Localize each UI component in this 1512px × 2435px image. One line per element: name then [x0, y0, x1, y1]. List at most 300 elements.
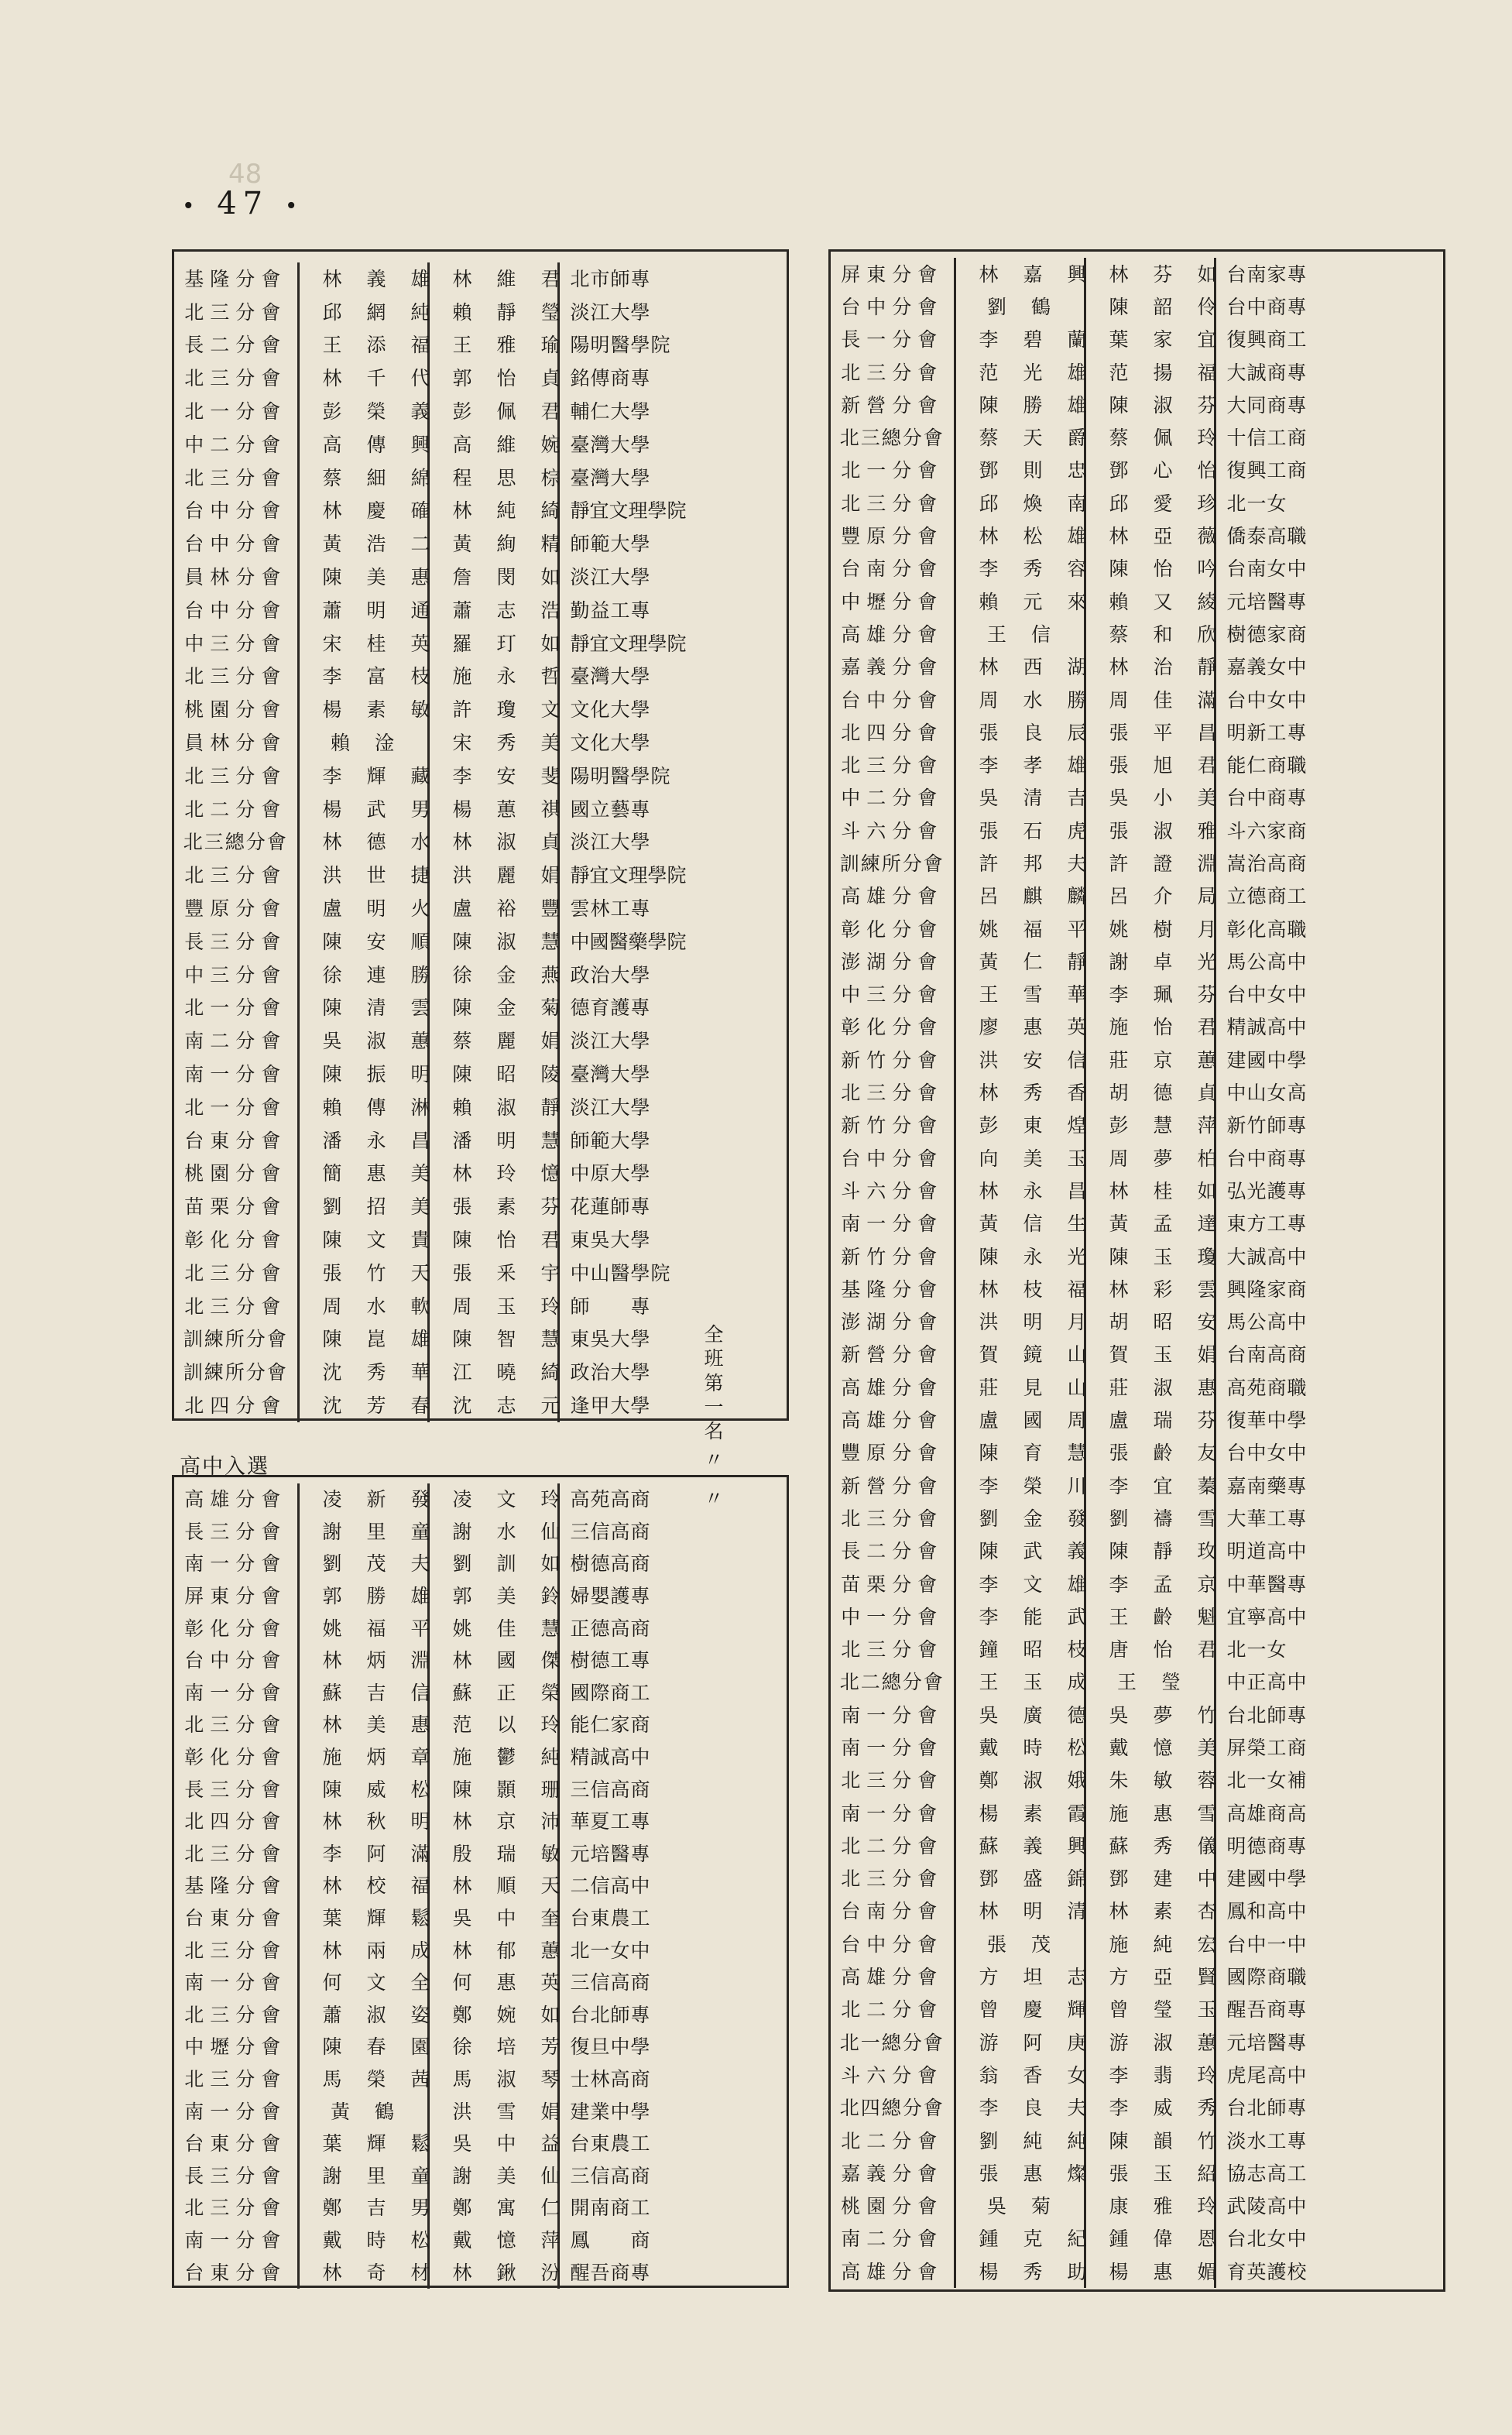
table-row — [174, 1838, 705, 1871]
student-name-cell: 林玲憶 — [428, 1157, 558, 1191]
table-row — [174, 395, 705, 428]
branch-cell: 台南分會 — [831, 553, 955, 585]
parent-name-cell: 林美惠 — [298, 1709, 428, 1741]
table-row — [831, 1502, 1361, 1535]
student-name-cell: 莊京蕙 — [1085, 1044, 1215, 1076]
student-name-cell: 李威秀 — [1085, 2092, 1215, 2125]
school-cell: 臺灣大學 — [570, 665, 651, 688]
table-row — [831, 1142, 1361, 1175]
branch-cell: 長三分會 — [174, 1773, 298, 1806]
school-cell: 陽明醫學院 — [570, 334, 671, 357]
school-cell: 協志高工 — [1226, 2162, 1308, 2185]
parent-name-cell: 方坦志 — [955, 1960, 1085, 1993]
table-row — [831, 1765, 1361, 1797]
student-name-cell: 彭佩君 — [428, 395, 558, 428]
parent-name-cell: 張惠燦 — [955, 2157, 1085, 2190]
parent-name-cell: 吳淑蕙 — [298, 1024, 428, 1058]
table-row — [831, 782, 1361, 815]
student-name-cell: 謝美仙 — [428, 2159, 558, 2192]
parent-name-cell: 王信 — [955, 618, 1085, 650]
school-cell: 淡江大學 — [570, 566, 651, 589]
parent-name-cell: 楊武男 — [298, 793, 428, 826]
school-cell: 臺灣大學 — [570, 433, 651, 456]
parent-name-cell: 鄭吉男 — [298, 2192, 428, 2224]
parent-name-cell: 鄧盛錦 — [955, 1863, 1085, 1895]
table-row — [831, 258, 1361, 290]
parent-name-cell: 徐連勝 — [298, 959, 428, 992]
branch-cell: 北一分會 — [831, 454, 955, 487]
parent-name-cell: 蘇義興 — [955, 1830, 1085, 1862]
school-cell: 元培醫專 — [1226, 590, 1308, 613]
school-cell: 輔仁大學 — [570, 400, 651, 424]
table-row — [174, 1967, 705, 1999]
table-row — [174, 660, 705, 694]
student-name-cell: 林純綺 — [428, 495, 558, 528]
student-name-cell: 宋秀美 — [428, 726, 558, 760]
branch-cell: 北三分會 — [831, 1076, 955, 1109]
student-name-cell: 吳中益 — [428, 2128, 558, 2160]
branch-cell: 北三分會 — [831, 356, 955, 389]
parent-name-cell: 林千代 — [298, 362, 428, 395]
student-name-cell: 戴憶美 — [1085, 1731, 1215, 1764]
table-row — [831, 2255, 1361, 2288]
school-cell: 精誠高中 — [570, 1746, 651, 1769]
table-2 — [174, 1483, 705, 2289]
parent-name-cell: 鐘昭枝 — [955, 1633, 1085, 1665]
student-name-cell: 蔡和欣 — [1085, 618, 1215, 650]
student-name-cell: 姚樹月 — [1085, 913, 1215, 945]
branch-cell: 嘉義分會 — [831, 651, 955, 684]
student-name-cell: 徐培芳 — [428, 2031, 558, 2063]
parent-name-cell: 蕭淑姿 — [298, 1999, 428, 2032]
branch-cell: 北三分會 — [831, 1633, 955, 1665]
parent-name-cell: 陳美惠 — [298, 561, 428, 594]
school-cell: 國際商工 — [570, 1681, 651, 1704]
student-name-cell: 李孟京 — [1085, 1568, 1215, 1600]
school-cell: 三信高商 — [570, 1778, 651, 1801]
branch-cell: 高雄分會 — [831, 1371, 955, 1404]
parent-name-cell: 陳武義 — [955, 1535, 1085, 1568]
branch-cell: 台東分會 — [174, 2256, 298, 2289]
parent-name-cell: 蘇吉信 — [298, 1677, 428, 1710]
table-3-frame — [828, 249, 1445, 2292]
branch-cell: 北三分會 — [174, 362, 298, 395]
branch-cell: 高雄分會 — [831, 618, 955, 650]
table-row — [831, 585, 1361, 618]
table-row — [831, 1175, 1361, 1207]
table-row — [174, 1091, 705, 1124]
table-row — [831, 651, 1361, 684]
parent-name-cell: 林炳淵 — [298, 1644, 428, 1677]
table-row — [831, 1470, 1361, 1502]
student-name-cell: 程思棕 — [428, 461, 558, 495]
school-cell: 中華醫專 — [1226, 1572, 1308, 1596]
branch-cell: 北三分會 — [174, 1709, 298, 1741]
student-name-cell: 林彩雲 — [1085, 1273, 1215, 1305]
branch-cell: 南一分會 — [831, 1699, 955, 1731]
branch-cell: 北三總分會 — [174, 826, 298, 859]
school-cell: 大同商專 — [1226, 393, 1308, 417]
parent-name-cell: 馬榮茜 — [298, 2063, 428, 2096]
branch-cell: 南一分會 — [174, 2095, 298, 2128]
school-cell: 武陵高中 — [1226, 2195, 1308, 2218]
parent-name-cell: 楊素敏 — [298, 693, 428, 726]
branch-cell: 中壢分會 — [174, 2031, 298, 2063]
school-cell: 台中女中 — [1226, 983, 1308, 1007]
table-row — [174, 262, 705, 296]
student-name-cell: 鄭寓仁 — [428, 2192, 558, 2224]
school-cell: 建業中學 — [570, 2100, 651, 2123]
school-cell: 建國中學 — [1226, 1048, 1308, 1072]
parent-name-cell: 林兩成 — [298, 1934, 428, 1967]
branch-cell: 中一分會 — [831, 1600, 955, 1633]
parent-name-cell: 范光雄 — [955, 356, 1085, 389]
student-name-cell: 陳怡君 — [428, 1223, 558, 1257]
student-name-cell: 邱愛珍 — [1085, 487, 1215, 520]
student-name-cell: 張齡友 — [1085, 1437, 1215, 1470]
parent-name-cell: 賴傳淋 — [298, 1091, 428, 1124]
branch-cell: 台東分會 — [174, 2128, 298, 2160]
student-name-cell: 胡昭安 — [1085, 1306, 1215, 1339]
branch-cell: 長二分會 — [831, 1535, 955, 1568]
school-cell: 大誠高中 — [1226, 1245, 1308, 1268]
student-name-cell: 戴憶萍 — [428, 2224, 558, 2257]
table-row — [174, 1323, 705, 1356]
parent-name-cell: 楊秀助 — [955, 2255, 1085, 2288]
parent-name-cell: 謝里童 — [298, 2159, 428, 2192]
student-name-cell: 謝卓光 — [1085, 945, 1215, 978]
branch-cell: 南一分會 — [831, 1208, 955, 1240]
table-row — [174, 2063, 705, 2096]
table-row — [831, 2092, 1361, 2125]
school-cell: 花蓮師專 — [570, 1195, 651, 1219]
parent-name-cell: 陳威松 — [298, 1773, 428, 1806]
parent-name-cell: 林明清 — [955, 1895, 1085, 1928]
branch-cell: 北二分會 — [831, 1830, 955, 1862]
school-cell: 元培醫專 — [570, 1842, 651, 1865]
table-row — [174, 1870, 705, 1902]
branch-cell: 南一分會 — [174, 1058, 298, 1091]
branch-cell: 屏東分會 — [174, 1580, 298, 1613]
branch-cell: 北三分會 — [174, 461, 298, 495]
school-cell: 十信工商 — [1226, 427, 1308, 450]
school-cell: 高雄商高 — [1226, 1802, 1308, 1825]
branch-cell: 豐原分會 — [174, 892, 298, 925]
table-row — [831, 1600, 1361, 1633]
student-name-cell: 羅玎如 — [428, 627, 558, 660]
parent-name-cell: 陳勝雄 — [955, 389, 1085, 421]
parent-name-cell: 吳菊 — [955, 2190, 1085, 2223]
table-row — [831, 1437, 1361, 1470]
parent-name-cell: 洪明月 — [955, 1306, 1085, 1339]
school-cell: 嘉南藥專 — [1226, 1474, 1308, 1497]
school-cell: 北一女 — [1226, 1638, 1287, 1662]
parent-name-cell: 陳育慧 — [955, 1437, 1085, 1470]
table-row — [831, 1306, 1361, 1339]
table-row — [831, 2190, 1361, 2223]
branch-cell: 北三分會 — [174, 859, 298, 892]
parent-name-cell: 周水軟 — [298, 1290, 428, 1323]
table-row — [831, 618, 1361, 650]
parent-name-cell: 張茂 — [955, 1928, 1085, 1960]
branch-cell: 員林分會 — [174, 561, 298, 594]
branch-cell: 長三分會 — [174, 925, 298, 959]
table-row — [831, 1699, 1361, 1731]
table-row — [174, 1190, 705, 1223]
parent-name-cell: 李阿滿 — [298, 1838, 428, 1871]
branch-cell: 台中分會 — [174, 527, 298, 561]
school-cell: 士林高商 — [570, 2067, 651, 2090]
student-name-cell: 凌文玲 — [428, 1483, 558, 1516]
school-cell: 東吳大學 — [570, 1229, 651, 1251]
school-cell: 靜宜文理學院 — [570, 864, 687, 887]
table-row — [831, 1633, 1361, 1665]
parent-name-cell: 王雪華 — [955, 979, 1085, 1011]
school-cell: 政治大學 — [570, 1361, 651, 1384]
student-name-cell: 蘇秀儀 — [1085, 1830, 1215, 1862]
branch-cell: 北三分會 — [831, 749, 955, 781]
table-row — [174, 1157, 705, 1191]
branch-cell: 中三分會 — [174, 959, 298, 992]
parent-name-cell: 呂麒麟 — [955, 880, 1085, 913]
table-row — [831, 2026, 1361, 2059]
student-name-cell: 吳小美 — [1085, 782, 1215, 815]
table-row — [174, 296, 705, 329]
school-cell: 嵩治高商 — [1226, 852, 1308, 875]
student-name-cell: 詹閔如 — [428, 561, 558, 594]
branch-cell: 員林分會 — [174, 726, 298, 760]
parent-name-cell: 沈芳春 — [298, 1389, 428, 1422]
school-cell: 國際商職 — [1226, 1966, 1308, 1989]
branch-cell: 北三分會 — [174, 1838, 298, 1871]
parent-name-cell: 許邦夫 — [955, 847, 1085, 880]
branch-cell: 新營分會 — [831, 1470, 955, 1502]
parent-name-cell: 沈秀華 — [298, 1356, 428, 1389]
branch-cell: 斗六分會 — [831, 815, 955, 847]
branch-cell: 長二分會 — [174, 329, 298, 362]
table-row — [831, 1076, 1361, 1109]
table-row — [174, 1058, 705, 1091]
table-row — [174, 959, 705, 992]
branch-cell: 訓練所分會 — [174, 1323, 298, 1356]
branch-cell: 中三分會 — [174, 627, 298, 660]
student-name-cell: 周夢柏 — [1085, 1142, 1215, 1175]
school-cell: 台北師專 — [1226, 1703, 1308, 1727]
branch-cell: 北一總分會 — [831, 2026, 955, 2059]
table-row — [831, 2059, 1361, 2091]
branch-cell: 北四分會 — [831, 716, 955, 749]
branch-cell: 新竹分會 — [831, 1044, 955, 1076]
branch-cell: 北二總分會 — [831, 1666, 955, 1699]
parent-name-cell: 何文全 — [298, 1967, 428, 1999]
table-row — [174, 760, 705, 793]
student-name-cell: 陳昭陵 — [428, 1058, 558, 1091]
student-name-cell: 陳怡吟 — [1085, 553, 1215, 585]
student-name-cell: 潘明慧 — [428, 1124, 558, 1157]
table-row — [174, 1483, 705, 1516]
student-name-cell: 張旭君 — [1085, 749, 1215, 781]
school-cell: 大誠商專 — [1226, 361, 1308, 384]
school-cell: 建國中學 — [1226, 1867, 1308, 1891]
school-cell: 樹德家商 — [1226, 622, 1308, 646]
student-name-cell: 王瑩 — [1085, 1666, 1215, 1699]
branch-cell: 北三分會 — [174, 1290, 298, 1323]
table-row — [174, 1806, 705, 1838]
school-cell: 虎尾高中 — [1226, 2063, 1308, 2087]
parent-name-cell: 李輝藏 — [298, 760, 428, 793]
branch-cell: 台中分會 — [174, 495, 298, 528]
parent-name-cell: 曾慶輝 — [955, 1994, 1085, 2026]
branch-cell: 中三分會 — [831, 979, 955, 1011]
student-name-cell: 郭怡貞 — [428, 362, 558, 395]
school-cell: 樹德高商 — [570, 1552, 651, 1576]
student-name-cell: 范以玲 — [428, 1709, 558, 1741]
branch-cell: 南一分會 — [831, 1731, 955, 1764]
parent-name-cell: 周水勝 — [955, 684, 1085, 716]
branch-cell: 新竹分會 — [831, 1240, 955, 1273]
branch-cell: 高雄分會 — [174, 1483, 298, 1516]
parent-name-cell: 李秀容 — [955, 553, 1085, 585]
student-name-cell: 林維君 — [428, 262, 558, 296]
school-cell: 僑泰高職 — [1226, 525, 1308, 548]
table-row — [831, 1960, 1361, 1993]
student-name-cell: 鄧心怡 — [1085, 454, 1215, 487]
school-cell: 淡江大學 — [570, 1030, 651, 1053]
student-name-cell: 賴淑靜 — [428, 1091, 558, 1124]
school-cell: 政治大學 — [570, 963, 651, 986]
student-name-cell: 陳智慧 — [428, 1323, 558, 1356]
branch-cell: 台中分會 — [831, 1928, 955, 1960]
student-name-cell: 胡德貞 — [1085, 1076, 1215, 1109]
branch-cell: 桃園分會 — [831, 2190, 955, 2223]
parent-name-cell: 林義雄 — [298, 262, 428, 296]
table-row — [174, 561, 705, 594]
parent-name-cell: 施炳章 — [298, 1741, 428, 1774]
table-row — [831, 553, 1361, 585]
student-name-cell: 李珮芬 — [1085, 979, 1215, 1011]
table-row — [831, 324, 1361, 356]
parent-name-cell: 宋桂英 — [298, 627, 428, 660]
branch-cell: 桃園分會 — [174, 1157, 298, 1191]
student-name-cell: 施惠雪 — [1085, 1797, 1215, 1830]
parent-name-cell: 賀鏡山 — [955, 1339, 1085, 1371]
school-cell: 明道高中 — [1226, 1540, 1308, 1563]
table-row — [831, 2125, 1361, 2157]
parent-name-cell: 凌新發 — [298, 1483, 428, 1516]
section-title-high-school: 高中入選 — [180, 1455, 269, 1479]
branch-cell: 中壢分會 — [831, 585, 955, 618]
student-name-cell: 林桂如 — [1085, 1175, 1215, 1207]
parent-name-cell: 李碧蘭 — [955, 324, 1085, 356]
table-row — [174, 2256, 705, 2289]
branch-cell: 南二分會 — [174, 1024, 298, 1058]
student-name-cell: 陳韻竹 — [1085, 2125, 1215, 2157]
student-name-cell: 林芬如 — [1085, 258, 1215, 290]
table-1 — [174, 262, 705, 1422]
parent-name-cell: 邱煥南 — [955, 487, 1085, 520]
parent-name-cell: 陳春園 — [298, 2031, 428, 2063]
student-name-cell: 郭美鈴 — [428, 1580, 558, 1613]
school-cell: 三信高商 — [570, 1520, 651, 1543]
student-name-cell: 莊淑惠 — [1085, 1371, 1215, 1404]
school-cell: 淡江大學 — [570, 1096, 651, 1119]
school-cell: 勤益工專 — [570, 598, 651, 622]
parent-name-cell: 陳永光 — [955, 1240, 1085, 1273]
table-row — [174, 1934, 705, 1967]
table-row — [174, 859, 705, 892]
student-name-cell: 林治靜 — [1085, 651, 1215, 684]
branch-cell: 北三分會 — [831, 487, 955, 520]
student-name-cell: 呂介局 — [1085, 880, 1215, 913]
table-row — [831, 1273, 1361, 1305]
parent-name-cell: 郭勝雄 — [298, 1580, 428, 1613]
student-name-cell: 高維婉 — [428, 428, 558, 461]
student-name-cell: 林順天 — [428, 1870, 558, 1902]
school-cell: 北一女 — [1226, 492, 1287, 515]
student-name-cell: 施怡君 — [1085, 1011, 1215, 1044]
parent-name-cell: 高傳興 — [298, 428, 428, 461]
parent-name-cell: 劉茂夫 — [298, 1548, 428, 1580]
table-row — [174, 2192, 705, 2224]
school-cell: 馬公高中 — [1226, 950, 1308, 973]
student-name-cell: 張淑雅 — [1085, 815, 1215, 847]
student-name-cell: 謝水仙 — [428, 1516, 558, 1548]
student-name-cell: 唐怡君 — [1085, 1633, 1215, 1665]
student-name-cell: 陳玉瓊 — [1085, 1240, 1215, 1273]
parent-name-cell: 張石虎 — [955, 815, 1085, 847]
student-name-cell: 曾瑩玉 — [1085, 1994, 1215, 2026]
parent-name-cell: 賴淦 — [298, 726, 428, 760]
student-name-cell: 張素芬 — [428, 1190, 558, 1223]
school-cell: 台東農工 — [570, 1907, 651, 1930]
student-name-cell: 林京沛 — [428, 1806, 558, 1838]
table-row — [831, 1044, 1361, 1076]
student-name-cell: 周玉玲 — [428, 1290, 558, 1323]
parent-name-cell: 戴時松 — [955, 1731, 1085, 1764]
branch-cell: 北一分會 — [174, 992, 298, 1025]
branch-cell: 長一分會 — [831, 324, 955, 356]
table-row — [174, 1580, 705, 1613]
table-row — [174, 892, 705, 925]
branch-cell: 基隆分會 — [174, 262, 298, 296]
page-number-value: 47 — [217, 186, 269, 221]
student-name-cell: 林郁蕙 — [428, 1934, 558, 1967]
school-cell: 靜宜文理學院 — [570, 632, 687, 655]
school-cell: 新竹師專 — [1226, 1114, 1308, 1137]
school-cell: 明德商專 — [1226, 1834, 1308, 1857]
table-3 — [831, 258, 1361, 2288]
school-cell: 高苑商職 — [1226, 1376, 1308, 1399]
parent-name-cell: 林枝福 — [955, 1273, 1085, 1305]
school-cell: 屏榮工商 — [1226, 1737, 1308, 1759]
student-name-cell: 葉家宜 — [1085, 324, 1215, 356]
school-cell: 台南家專 — [1226, 262, 1308, 286]
branch-cell: 苗栗分會 — [174, 1190, 298, 1223]
parent-name-cell: 鍾克紀 — [955, 2223, 1085, 2255]
table-row — [831, 1666, 1361, 1699]
student-name-cell: 施鬱純 — [428, 1741, 558, 1774]
student-name-cell: 陳韶伶 — [1085, 290, 1215, 323]
school-cell: 大華工專 — [1226, 1507, 1308, 1530]
school-cell: 馬公高中 — [1226, 1311, 1308, 1334]
student-name-cell: 蔡佩玲 — [1085, 421, 1215, 454]
parent-name-cell: 楊素霞 — [955, 1797, 1085, 1830]
parent-name-cell: 王玉成 — [955, 1666, 1085, 1699]
parent-name-cell: 黃鶴 — [298, 2095, 428, 2128]
branch-cell: 北三分會 — [174, 1934, 298, 1967]
branch-cell: 彰化分會 — [174, 1741, 298, 1774]
parent-name-cell: 蔡天爵 — [955, 421, 1085, 454]
